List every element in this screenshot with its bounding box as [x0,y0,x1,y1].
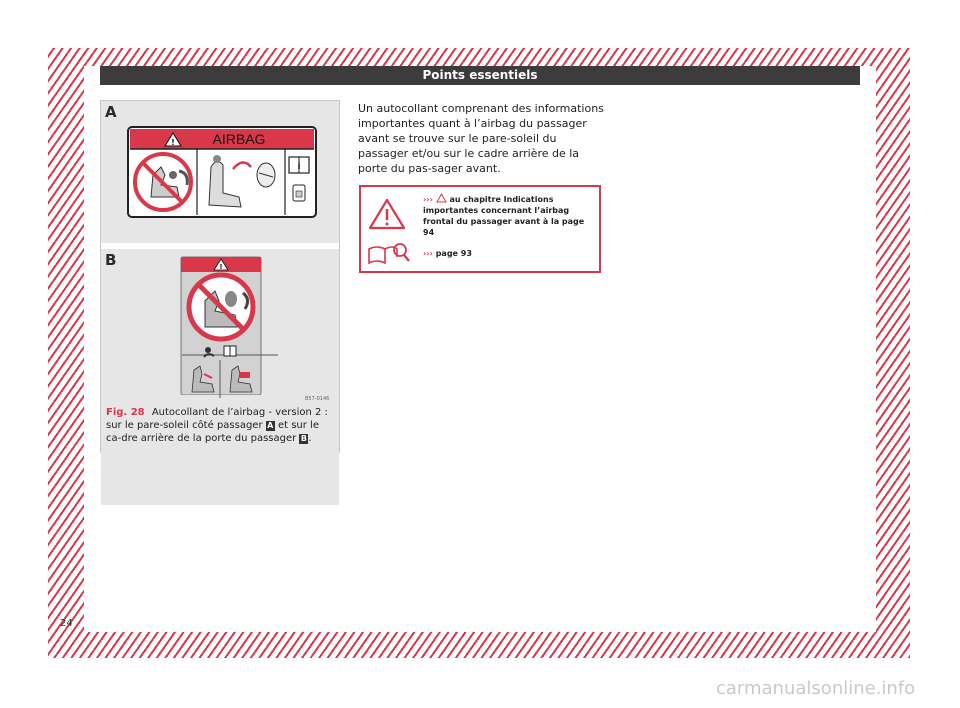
no-child-seat-icon [135,154,191,210]
book-magnifier-icon [367,241,411,267]
svg-text:!: ! [219,263,223,271]
figure-number: Fig. 28 [106,407,145,418]
caption-box-b: B [300,434,307,443]
svg-text:i: i [297,162,301,172]
warning-triangle-icon [436,193,447,203]
sticker-a-title: AIRBAG [212,131,266,147]
warning-reference[interactable] [423,193,598,238]
no-child-seat-icon [189,275,253,339]
caption-text-1: Autocollant de l’airbag - version 2 : sur le pare-soleil côté passager [106,407,328,431]
caption-text-2: et sur le ca-dre arrière de la porte du passager [106,420,319,444]
page-reference[interactable] [423,248,598,259]
caption-end: . [308,433,312,444]
figure-ref-code: B57-0146 [305,396,330,402]
warning-reference-text: au chapitre Indications importantes concernant l’airbag frontal du passager avant à la page 94 [423,195,585,237]
chevron-icon: ››› [423,249,433,258]
airbag-sticker-sunvisor [101,101,339,243]
figure-panel-a [101,101,339,243]
reference-box [359,185,601,273]
caption-box-a: A [267,421,274,430]
watermark: carmanualsonline.info [716,678,916,699]
section-header: Points essentiels [100,66,860,85]
svg-text:!: ! [171,138,175,147]
page-number: 24 [60,618,73,629]
panel-a-letter: A [105,103,117,121]
panel-b-letter: B [105,251,117,269]
page-reference-text: page 93 [435,249,472,258]
warning-triangle-icon [367,197,407,231]
chevron-icon: ››› [423,195,433,204]
figure-caption [106,406,336,445]
intro-paragraph: Un autocollant comprenant des informations importantes quant à l’airbag du passager avant se trouve sur le pare-soleil du passager et/ou sur le cadre arrière de la porte du pas-sager avant. [358,102,604,175]
